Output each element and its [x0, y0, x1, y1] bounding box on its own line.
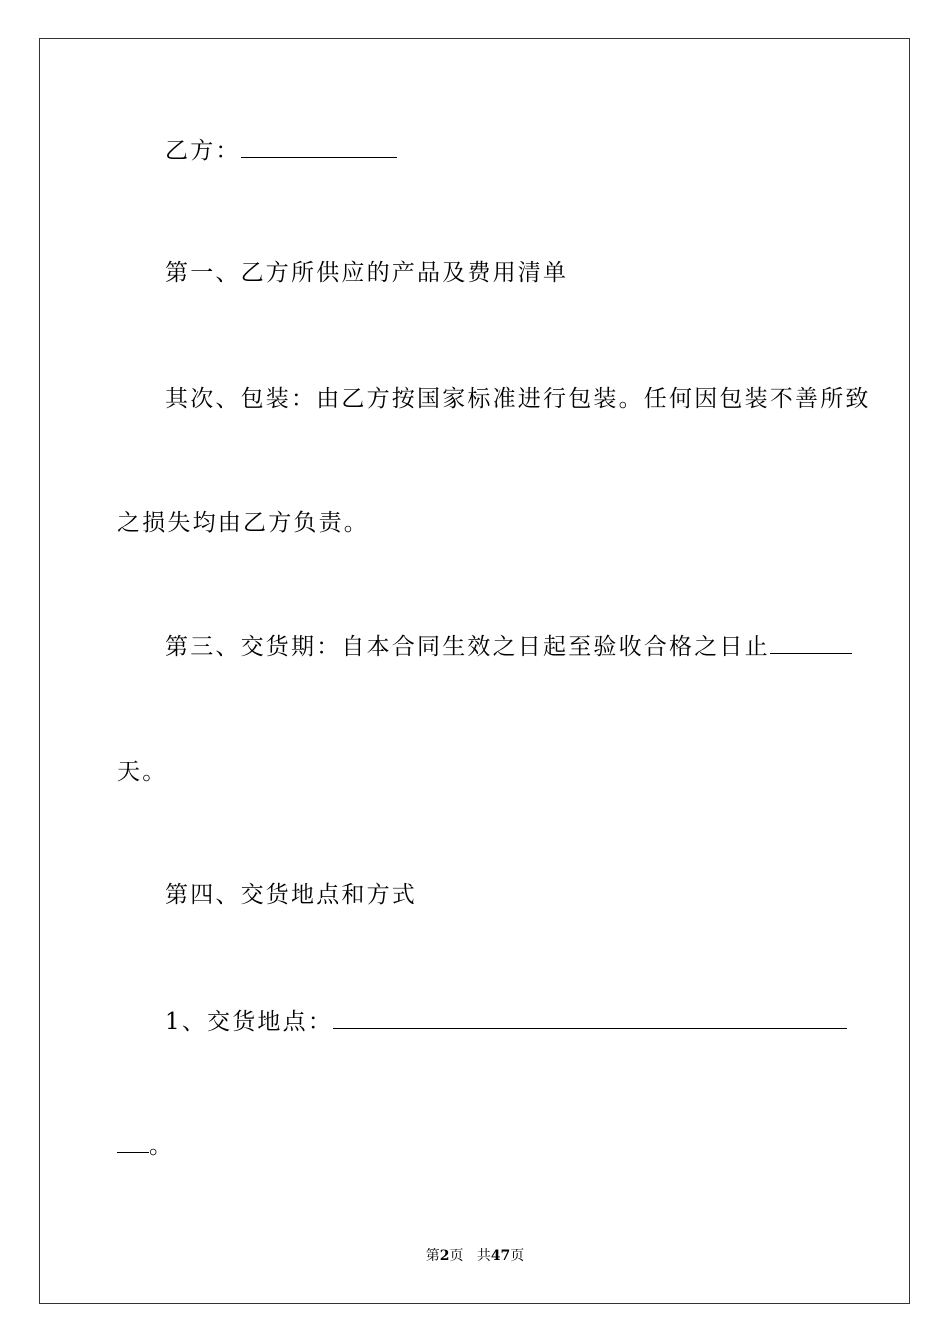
section-1-heading: 第一、乙方所供应的产品及费用清单	[165, 260, 569, 286]
footer-page-number: 2	[439, 1248, 450, 1264]
section-2-line-2: 之损失均由乙方负责。	[117, 510, 369, 536]
party-b-line	[165, 136, 397, 166]
item-1-label: 1、交货地点：	[165, 1009, 334, 1035]
section-3-line-2: 天。	[117, 759, 168, 785]
footer-total-pages: 47	[490, 1248, 511, 1264]
item-1-line	[165, 1007, 847, 1037]
footer-total-suffix: 页	[510, 1248, 525, 1264]
party-b-label: 乙方：	[165, 138, 241, 164]
page-footer	[0, 1247, 950, 1265]
delivery-location-blank	[333, 1008, 847, 1029]
footer-prefix: 第	[425, 1248, 440, 1264]
item-1-end: 。	[149, 1133, 175, 1159]
delivery-location-blank-cont	[117, 1132, 149, 1153]
section-4-heading: 第四、交货地点和方式	[165, 882, 417, 908]
item-1-continuation	[117, 1131, 174, 1161]
footer-total-prefix: 共	[476, 1248, 491, 1264]
section-2-line-1: 其次、包装：由乙方按国家标准进行包装。任何因包装不善所致	[165, 386, 871, 412]
section-3-line-1	[165, 632, 852, 662]
party-b-blank	[241, 137, 397, 158]
footer-page-suffix: 页	[449, 1248, 464, 1264]
page-border	[39, 38, 910, 1304]
delivery-days-blank	[770, 633, 852, 654]
section-3-text: 第三、交货期：自本合同生效之日起至验收合格之日止	[165, 634, 770, 660]
